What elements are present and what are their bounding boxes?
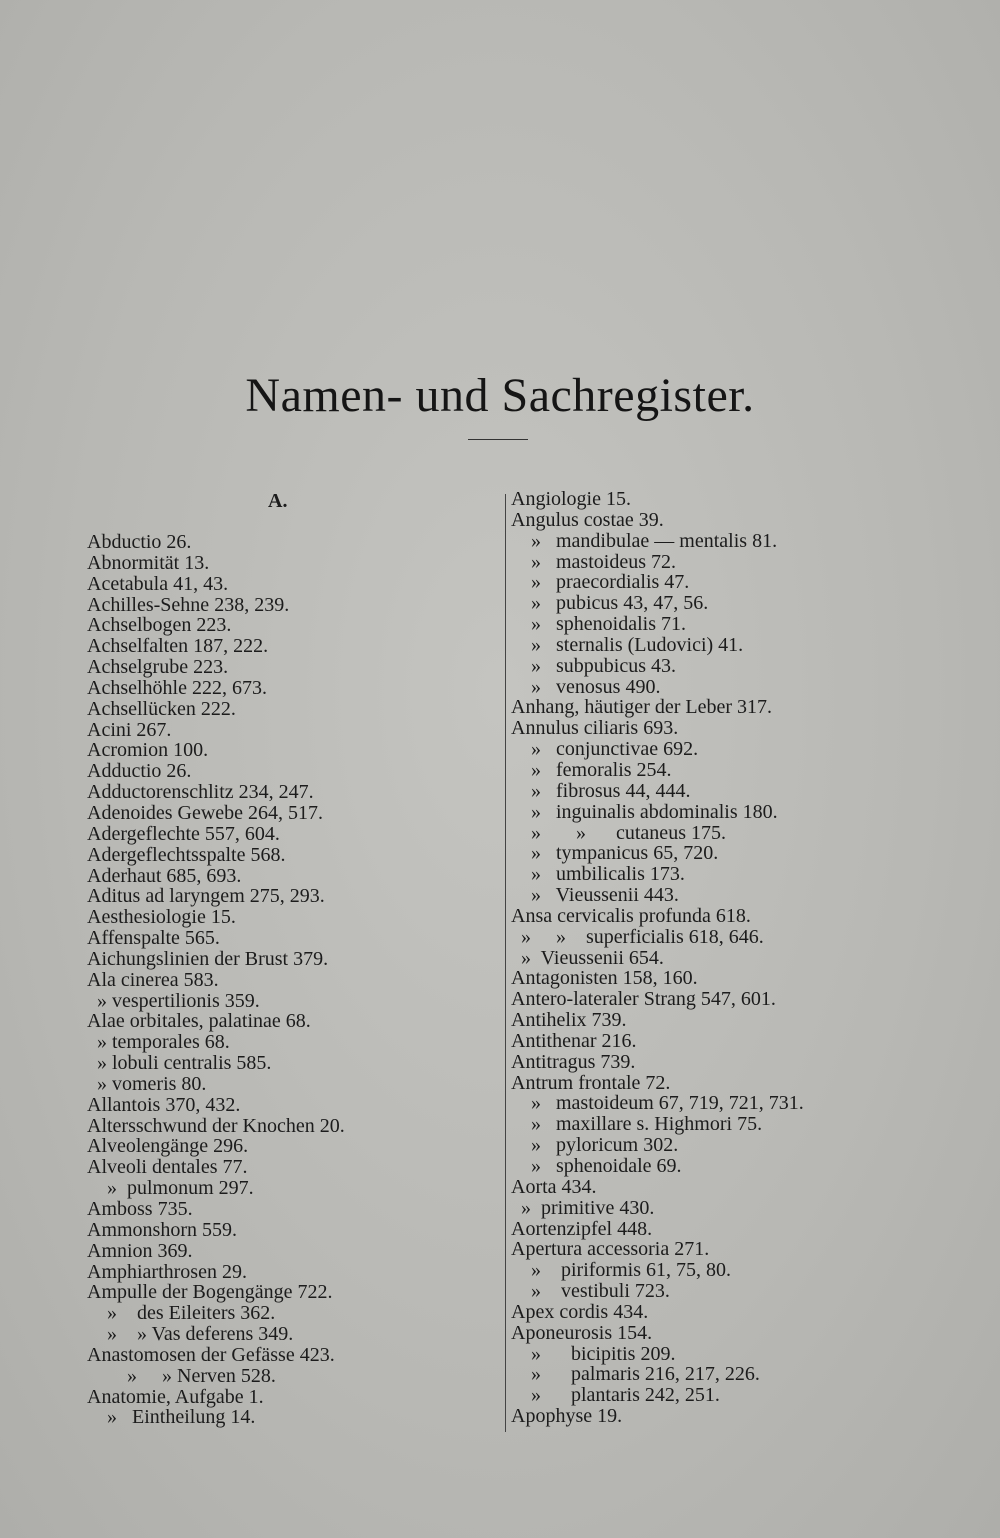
index-entry: Antero-lateraler Strang 547, 601. bbox=[511, 988, 776, 1011]
index-entry: Achselhöhle 222, 673. bbox=[87, 676, 267, 699]
index-entry: Apertura accessoria 271. bbox=[511, 1238, 710, 1261]
index-entry: » » Nerven 528. bbox=[87, 1364, 276, 1387]
index-entry: » pubicus 43, 47, 56. bbox=[511, 592, 709, 615]
index-entry: Altersschwund der Knochen 20. bbox=[87, 1114, 345, 1137]
index-entry: Anatomie, Aufgabe 1. bbox=[87, 1385, 264, 1408]
index-entry: Antithenar 216. bbox=[511, 1029, 637, 1052]
index-entry: Angiologie 15. bbox=[511, 488, 631, 510]
index-entry: Amboss 735. bbox=[87, 1198, 193, 1220]
index-column-right bbox=[511, 489, 931, 1427]
index-entry: » femoralis 254. bbox=[511, 758, 672, 781]
index-entry: Alae orbitales, palatinae 68. bbox=[87, 1010, 311, 1033]
index-entry: » vomeris 80. bbox=[87, 1072, 207, 1095]
index-entry: Anastomosen der Gefässe 423. bbox=[87, 1343, 335, 1366]
index-entry: » vespertilionis 359. bbox=[87, 989, 260, 1012]
index-entry: » fibrosus 44, 444. bbox=[511, 779, 691, 802]
index-entry: » subpubicus 43. bbox=[511, 654, 676, 677]
index-entry: » Vieussenii 443. bbox=[511, 884, 679, 907]
index-entry: » » cutaneus 175. bbox=[511, 821, 726, 844]
index-entry: Adenoides Gewebe 264, 517. bbox=[87, 801, 324, 824]
index-entry: » » Vas deferens 349. bbox=[87, 1323, 294, 1346]
index-entry: Aesthesiologie 15. bbox=[87, 906, 236, 929]
index-entry: Ansa cervicalis profunda 618. bbox=[511, 904, 751, 927]
index-entry: » mastoideum 67, 719, 721, 731. bbox=[511, 1092, 804, 1115]
index-entry: Ampulle der Bogengänge 722. bbox=[87, 1281, 333, 1304]
index-entry: » vestibuli 723. bbox=[511, 1280, 670, 1303]
index-entry: Acromion 100. bbox=[87, 739, 209, 762]
page-title: Namen- und Sachregister. bbox=[245, 369, 755, 422]
index-entry: » mandibulae — mentalis 81. bbox=[511, 529, 778, 552]
index-entry: » plantaris 242, 251. bbox=[511, 1384, 720, 1407]
index-entry: Apophyse 19. bbox=[511, 1405, 623, 1428]
index-entry: Angulus costae 39. bbox=[511, 508, 664, 531]
index-column-left bbox=[87, 532, 487, 1428]
index-entry: » maxillare s. Highmori 75. bbox=[511, 1113, 763, 1136]
title-rule bbox=[468, 439, 528, 440]
index-entry: Aorta 434. bbox=[511, 1175, 597, 1198]
index-entry: Aponeurosis 154. bbox=[511, 1321, 653, 1344]
index-entry: » inguinalis abdominalis 180. bbox=[511, 800, 778, 823]
index-entry: Annulus ciliaris 693. bbox=[511, 717, 679, 740]
index-entry: » tympanicus 65, 720. bbox=[511, 842, 719, 865]
index-entry: » pyloricum 302. bbox=[511, 1134, 679, 1157]
section-letter: A. bbox=[268, 490, 288, 512]
index-entry: Ammonshorn 559. bbox=[87, 1218, 237, 1241]
index-entry: Adductio 26. bbox=[87, 760, 192, 783]
index-entry: » piriformis 61, 75, 80. bbox=[511, 1259, 731, 1282]
index-entry: Amphiarthrosen 29. bbox=[87, 1260, 247, 1283]
index-entry: Achselfalten 187, 222. bbox=[87, 635, 269, 658]
index-entry: » des Eileiters 362. bbox=[87, 1302, 276, 1325]
index-entry: Affenspalte 565. bbox=[87, 927, 220, 950]
index-entry: Antitragus 739. bbox=[511, 1050, 636, 1073]
column-divider bbox=[505, 494, 506, 1432]
index-entry: Acetabula 41, 43. bbox=[87, 572, 229, 595]
index-entry: » pulmonum 297. bbox=[87, 1177, 254, 1200]
index-entry: Abductio 26. bbox=[87, 531, 192, 553]
index-entry: » umbilicalis 173. bbox=[511, 863, 685, 886]
index-entry: » sphenoidale 69. bbox=[511, 1155, 682, 1177]
index-entry: Antihelix 739. bbox=[511, 1009, 627, 1032]
index-entry: » sphenoidalis 71. bbox=[511, 613, 686, 636]
index-entry: Achilles-Sehne 238, 239. bbox=[87, 593, 290, 616]
index-entry: » mastoideus 72. bbox=[511, 550, 676, 573]
index-entry: Aortenzipfel 448. bbox=[511, 1217, 653, 1240]
index-entry: Achsellücken 222. bbox=[87, 697, 236, 720]
index-entry: » temporales 68. bbox=[87, 1031, 230, 1054]
index-entry: » Vieussenii 654. bbox=[511, 946, 664, 969]
index-entry: » conjunctivae 692. bbox=[511, 738, 699, 761]
index-entry: » venosus 490. bbox=[511, 675, 661, 698]
index-entry: » primitive 430. bbox=[511, 1196, 655, 1219]
index-entry: Adductorenschlitz 234, 247. bbox=[87, 781, 314, 804]
index-entry: » bicipitis 209. bbox=[511, 1342, 676, 1365]
index-entry: Aichungslinien der Brust 379. bbox=[87, 947, 329, 970]
index-entry: » Eintheilung 14. bbox=[87, 1406, 256, 1429]
index-entry: » sternalis (Ludovici) 41. bbox=[511, 633, 744, 656]
index-entry: Acini 267. bbox=[87, 718, 172, 741]
index-entry: » » superficialis 618, 646. bbox=[511, 925, 764, 948]
index-entry: Achselbogen 223. bbox=[87, 614, 232, 637]
index-entry: » palmaris 216, 217, 226. bbox=[511, 1363, 760, 1386]
index-entry: Anhang, häutiger der Leber 317. bbox=[511, 696, 773, 719]
index-entry: Antagonisten 158, 160. bbox=[511, 967, 698, 990]
index-entry: » praecordialis 47. bbox=[511, 571, 690, 594]
index-entry: Allantois 370, 432. bbox=[87, 1093, 241, 1116]
index-entry: Aderhaut 685, 693. bbox=[87, 864, 242, 887]
index-entry: Alveolengänge 296. bbox=[87, 1135, 249, 1158]
index-entry: Alveoli dentales 77. bbox=[87, 1156, 248, 1179]
index-entry: Abnormität 13. bbox=[87, 551, 210, 574]
index-entry: Achselgrube 223. bbox=[87, 656, 229, 679]
index-entry: Aditus ad laryngem 275, 293. bbox=[87, 885, 325, 908]
index-entry: Ala cinerea 583. bbox=[87, 968, 219, 991]
index-entry: Adergeflechtsspalte 568. bbox=[87, 843, 286, 866]
index-entry: Antrum frontale 72. bbox=[511, 1071, 671, 1094]
index-entry: Amnion 369. bbox=[87, 1239, 193, 1262]
index-entry: Apex cordis 434. bbox=[511, 1300, 649, 1323]
index-entry: » lobuli centralis 585. bbox=[87, 1052, 272, 1075]
index-entry: Adergeflechte 557, 604. bbox=[87, 822, 280, 845]
